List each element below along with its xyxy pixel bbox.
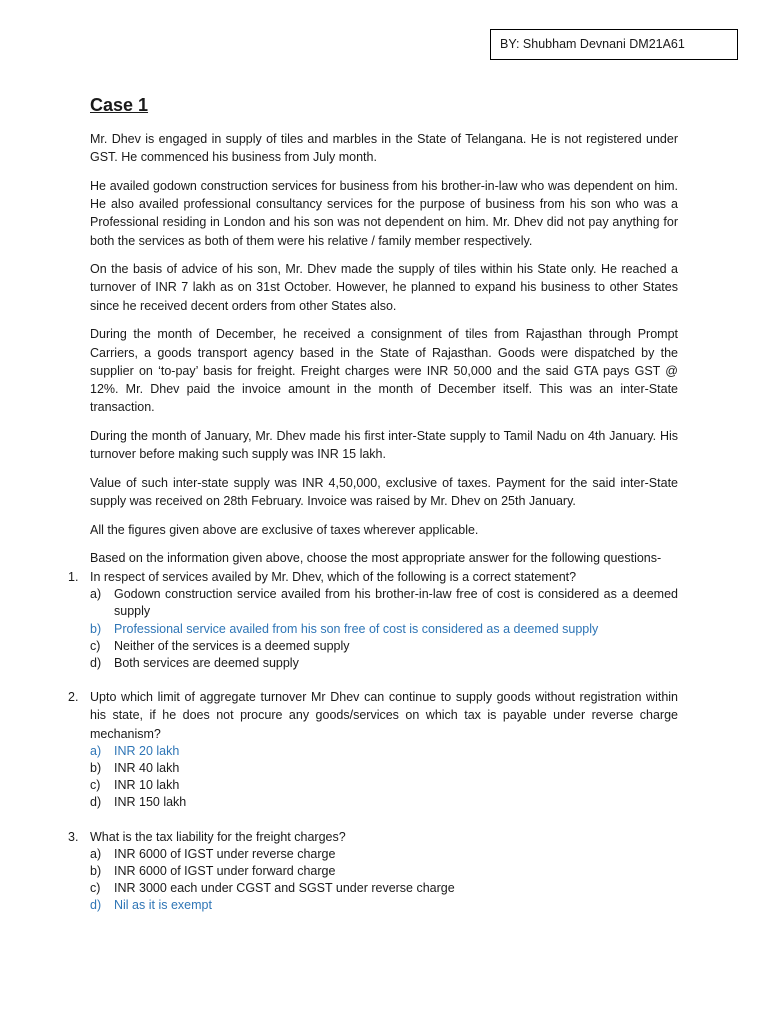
option-b xyxy=(90,760,678,777)
option-letter: a) xyxy=(90,846,102,861)
option-text: INR 6000 of IGST under reverse charge xyxy=(114,846,336,861)
question-text: What is the tax liability for the freight charges? xyxy=(90,829,346,844)
case-title: Case 1 xyxy=(90,95,149,115)
question-list xyxy=(68,568,678,931)
paragraph-consignment: During the month of December, he received a consignment of tiles from Rajasthan through Prompt Carriers, a goods transport agency based in the State of Rajasthan. Goods were dispatched by the supplier on ‘to-pay’ basis for freight. Freight charges were INR 50,000 and the said GTA pays GST @ 12%. Mr. Dhev paid the invoice amount in the month of December itself. This was an inter-State transaction. xyxy=(90,327,678,415)
option-c xyxy=(90,638,678,655)
option-text: INR 10 lakh xyxy=(114,778,180,793)
option-text: Professional service availed from his son free of cost is considered as a deemed supply xyxy=(114,621,599,636)
option-letter: c) xyxy=(90,778,101,793)
question-2 xyxy=(68,688,678,811)
question-text: In respect of services availed by Mr. Dhev, which of the following is a correct statement? xyxy=(90,570,577,584)
option-text: Neither of the services is a deemed supply xyxy=(114,638,350,653)
option-d xyxy=(90,794,678,811)
option-letter: b) xyxy=(90,864,102,879)
option-letter: d) xyxy=(90,656,102,671)
paragraph-value: Value of such inter-state supply was INR 4,50,000, exclusive of taxes. Payment for the said inter-State supply was received on 28th February. Invoice was raised by Mr. Dhev on 25th January. xyxy=(90,475,678,508)
option-letter: a) xyxy=(90,587,102,602)
option-text: INR 3000 each under CGST and SGST under reverse charge xyxy=(114,881,455,896)
paragraph-turnover: On the basis of advice of his son, Mr. Dhev made the supply of tiles within his State only. He reached a turnover of INR 7 lakh as on 31st October. However, he planned to expand his business to other States since he received decent orders from other States also. xyxy=(90,262,678,313)
option-letter: b) xyxy=(90,621,102,636)
question-number: 3. xyxy=(68,829,79,844)
paragraph-services: He availed godown construction services for business from his brother-in-law who was dependent on him. He also availed professional consultancy services for the purpose of business from his son who was a Professional residing in London and his son was not dependent on him. Mr. Dhev did not pay anything for both the services as both of them were his relative / family member respectively. xyxy=(90,178,678,248)
option-d xyxy=(90,655,678,672)
option-b-highlighted xyxy=(90,621,678,638)
paragraph-interstate: During the month of January, Mr. Dhev made his first inter-State supply to Tamil Nadu on 4th January. His turnover before making such supply was INR 15 lakh. xyxy=(90,428,678,462)
option-text: Nil as it is exempt xyxy=(114,898,212,913)
option-letter: c) xyxy=(90,638,101,653)
question-number: 1. xyxy=(68,570,79,584)
options-list xyxy=(90,586,678,672)
option-text: INR 150 lakh xyxy=(114,795,187,810)
options-list xyxy=(90,846,678,915)
option-b xyxy=(90,863,678,880)
paragraph-figures: All the figures given above are exclusive of taxes wherever applicable. xyxy=(90,522,479,537)
question-1 xyxy=(68,568,678,672)
option-letter: d) xyxy=(90,795,102,810)
option-c xyxy=(90,880,678,897)
paragraph-intro: Mr. Dhev is engaged in supply of tiles and marbles in the State of Telangana. He is not registered under GST. He commenced his business from July month. xyxy=(90,132,678,165)
case-document xyxy=(90,94,678,578)
option-text: INR 6000 of IGST under forward charge xyxy=(114,864,336,879)
option-text: INR 20 lakh xyxy=(114,743,180,758)
question-3 xyxy=(68,828,678,915)
author-box: BY: Shubham Devnani DM21A61 xyxy=(490,29,738,60)
option-letter: a) xyxy=(90,743,102,758)
question-number: 2. xyxy=(68,690,79,705)
option-d-highlighted xyxy=(90,897,678,914)
options-list xyxy=(90,743,678,812)
option-c xyxy=(90,777,678,794)
option-text: Both services are deemed supply xyxy=(114,656,299,671)
option-text: Godown construction service availed from his brother-in-law free of cost is considered as a deemed supply xyxy=(114,587,678,619)
question-text: Upto which limit of aggregate turnover Mr Dhev can continue to supply goods without registration within his state, if he does not procure any goods/services on which tax is payable under reverse charge mechanism? xyxy=(90,690,678,741)
option-letter: b) xyxy=(90,761,102,776)
option-text: INR 40 lakh xyxy=(114,761,180,776)
paragraph-instruction: Based on the information given above, choose the most appropriate answer for the following questions- xyxy=(90,551,662,566)
option-a-highlighted xyxy=(90,743,678,760)
option-a xyxy=(90,846,678,863)
option-letter: c) xyxy=(90,881,101,896)
option-a xyxy=(90,586,678,620)
option-letter: d) xyxy=(90,898,102,913)
